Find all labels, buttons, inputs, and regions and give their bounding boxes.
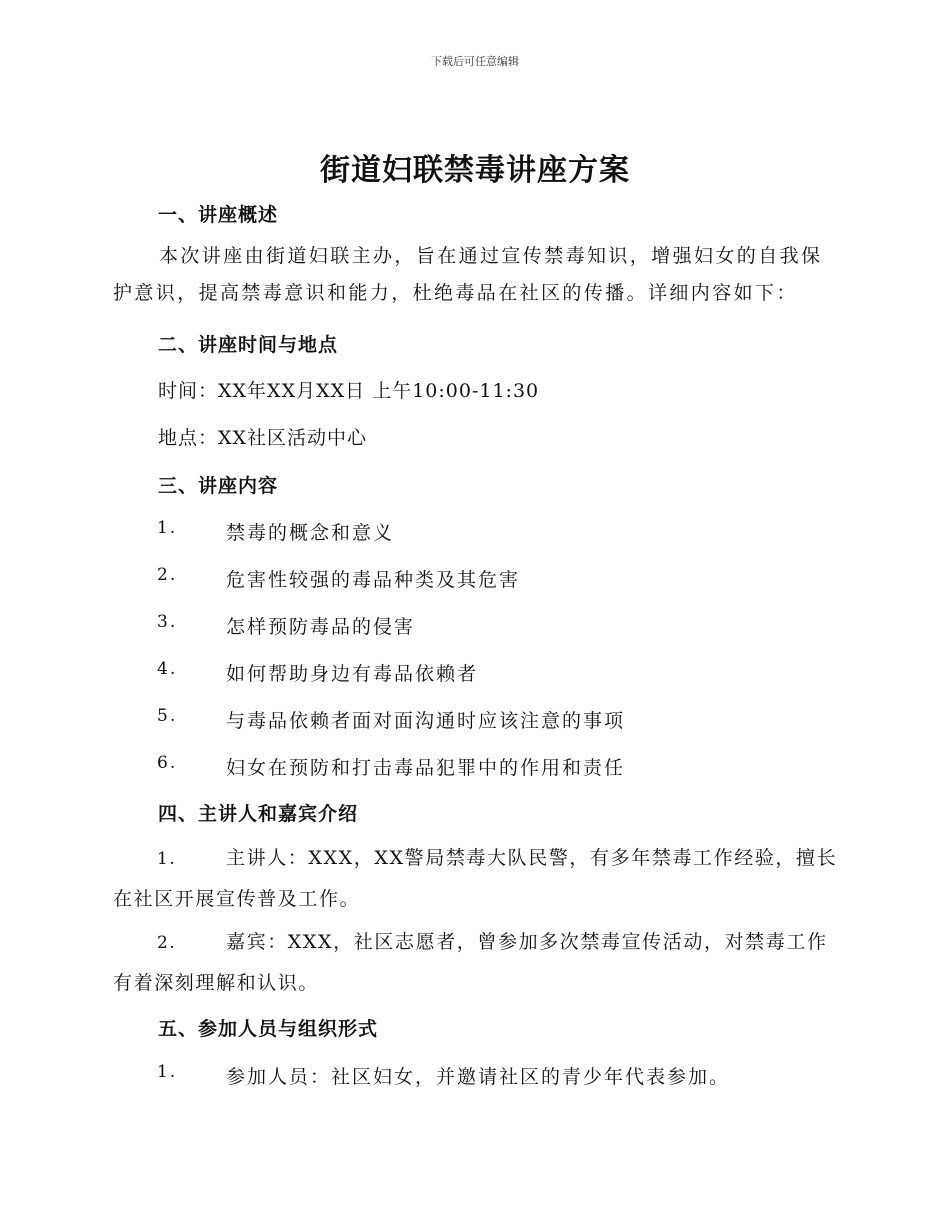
list-item-text: 禁毒的概念和意义 [226, 522, 395, 544]
section-heading: 四、主讲人和嘉宾介绍 [158, 803, 359, 825]
section-heading: 一、讲座概述 [158, 204, 279, 226]
list-item-number: 1. [157, 1062, 178, 1082]
place-line: 地点：XX社区活动中心 [158, 427, 368, 449]
list-item-text: 妇女在预防和打击毒品犯罪中的作用和责任 [226, 757, 626, 779]
document-title: 街道妇联禁毒讲座方案 [320, 153, 630, 188]
list-item-text: 危害性较强的毒品种类及其危害 [226, 569, 521, 591]
list-item-number: 1. [157, 518, 178, 538]
list-item-text: 如何帮助身边有毒品依赖者 [226, 663, 479, 685]
section-heading: 三、讲座内容 [158, 475, 279, 497]
time-line: 时间：XX年XX月XX日 上午10:00-11:30 [158, 380, 540, 402]
speaker-entry [113, 838, 838, 919]
list-item-text: 参加人员：社区妇女，并邀请社区的青少年代表参加。 [226, 1066, 731, 1088]
list-item-number: 4. [157, 659, 178, 679]
guest-entry [113, 922, 838, 1003]
section-heading: 五、参加人员与组织形式 [158, 1018, 379, 1040]
guest-text: 嘉宾：XXX，社区志愿者，曾参加多次禁毒宣传活动，对禁毒工作有着深刻理解和认识。 [113, 931, 828, 994]
section-heading: 二、讲座时间与地点 [158, 334, 339, 356]
list-item-number: 6. [157, 753, 178, 773]
header-note: 下载后可任意编辑 [431, 55, 519, 68]
list-item-text: 怎样预防毒品的侵害 [226, 616, 416, 638]
list-item-number: 2. [157, 933, 177, 953]
list-item-number: 3. [157, 612, 178, 632]
list-item-text: 与毒品依赖者面对面沟通时应该注意的事项 [226, 710, 626, 732]
list-item-number: 2. [157, 565, 178, 585]
overview-paragraph: 本次讲座由街道妇联主办，旨在通过宣传禁毒知识，增强妇女的自我保护意识，提高禁毒意识和能力，杜绝毒品在社区的传播。详细内容如下： [113, 245, 823, 304]
list-item-number: 1. [157, 849, 177, 869]
list-item-number: 5. [157, 706, 178, 726]
speaker-text: 主讲人：XXX，XX警局禁毒大队民警，有多年禁毒工作经验，擅长在社区开展宣传普及工作。 [113, 847, 838, 910]
